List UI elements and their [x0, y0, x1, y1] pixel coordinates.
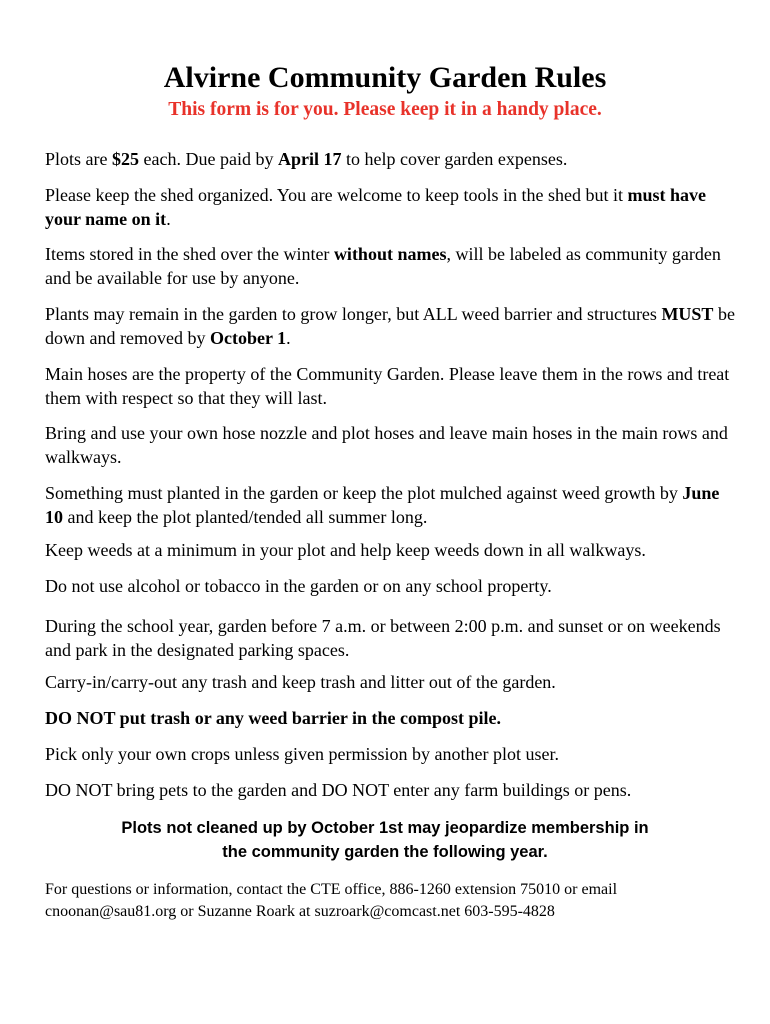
- rule-text: , will be labeled as community garden and be available for use by anyone.: [45, 244, 721, 288]
- rule-text: and keep the plot planted/tended all summer long.: [63, 507, 428, 527]
- rule-text: be down and removed by: [45, 304, 735, 348]
- rule-text: Keep weeds at a minimum in your plot and help keep weeds down in all walkways.: [45, 540, 646, 560]
- rule-weeds: [45, 538, 735, 562]
- rule-text: .: [286, 328, 291, 348]
- rule-bold: MUST: [661, 304, 714, 324]
- rule-text: Something must planted in the garden or keep the plot mulched against weed growth by: [45, 483, 683, 503]
- rule-main-hoses: [45, 362, 735, 410]
- rule-text: During the school year, garden before 7 a.m. or between 2:00 p.m. and sunset or on weekends and park in the designated parking spaces.: [45, 616, 721, 660]
- rule-shed-organized: [45, 183, 735, 231]
- rule-text: Please keep the shed organized. You are welcome to keep tools in the shed but it: [45, 185, 628, 205]
- rule-text: DO NOT bring pets to the garden and DO NOT enter any farm buildings or pens.: [45, 780, 632, 800]
- rule-alcohol-tobacco: [45, 574, 735, 598]
- rule-text: Main hoses are the property of the Community Garden. Please leave them in the rows and treat them with respect so that they will last.: [45, 364, 730, 408]
- rule-text: Do not use alcohol or tobacco in the garden or on any school property.: [45, 576, 552, 596]
- rule-bold: $25: [112, 149, 139, 169]
- rule-bold: June 10: [45, 483, 720, 527]
- rule-items-stored: [45, 242, 735, 290]
- rule-text: Items stored in the shed over the winter: [45, 244, 334, 264]
- rule-text: Pick only your own crops unless given permission by another plot user.: [45, 744, 559, 764]
- page-title: Alvirne Community Garden Rules: [163, 61, 607, 94]
- rule-hose-nozzle: [45, 421, 735, 469]
- rule-school-hours: [45, 614, 735, 662]
- notice-line: the community garden the following year.: [222, 843, 548, 861]
- rule-crops: [45, 742, 735, 766]
- rule-bold: DO NOT put trash or any weed barrier in the compost pile.: [45, 708, 502, 728]
- rule-compost: [45, 706, 735, 730]
- rule-bold: October 1: [209, 328, 287, 348]
- rule-text: Bring and use your own hose nozzle and plot hoses and leave main hoses in the main rows and walkways.: [45, 423, 728, 467]
- rule-text: Carry-in/carry-out any trash and keep trash and litter out of the garden.: [45, 672, 556, 692]
- rule-text: to help cover garden expenses.: [341, 149, 568, 169]
- page-subtitle: This form is for you. Please keep it in a handy place.: [168, 99, 602, 120]
- notice-line: Plots not cleaned up by October 1st may jeopardize membership in: [121, 819, 649, 837]
- contact-line: cnoonan@sau81.org or Suzanne Roark at suzroark@comcast.net 603-595-4828: [45, 903, 555, 920]
- rule-pets: [45, 778, 735, 802]
- contact-line: For questions or information, contact the CTE office, 886-1260 extension 75010 or email: [45, 881, 618, 898]
- rule-text: Plants may remain in the garden to grow longer, but ALL weed barrier and structures: [45, 304, 662, 324]
- rule-text: Plots are: [45, 149, 112, 169]
- rule-bold: April 17: [277, 149, 342, 169]
- rule-bold: without names: [333, 244, 447, 264]
- rule-plot-fee: [45, 147, 735, 171]
- rule-trash: [45, 670, 735, 694]
- membership-notice: [0, 816, 770, 864]
- contact-info: [45, 879, 735, 923]
- rule-text: each. Due paid by: [139, 149, 278, 169]
- rule-plants-remain: [45, 302, 735, 350]
- rule-text: .: [166, 209, 171, 229]
- rule-bold: must have your name on it: [45, 185, 707, 229]
- rule-planting: [45, 481, 735, 529]
